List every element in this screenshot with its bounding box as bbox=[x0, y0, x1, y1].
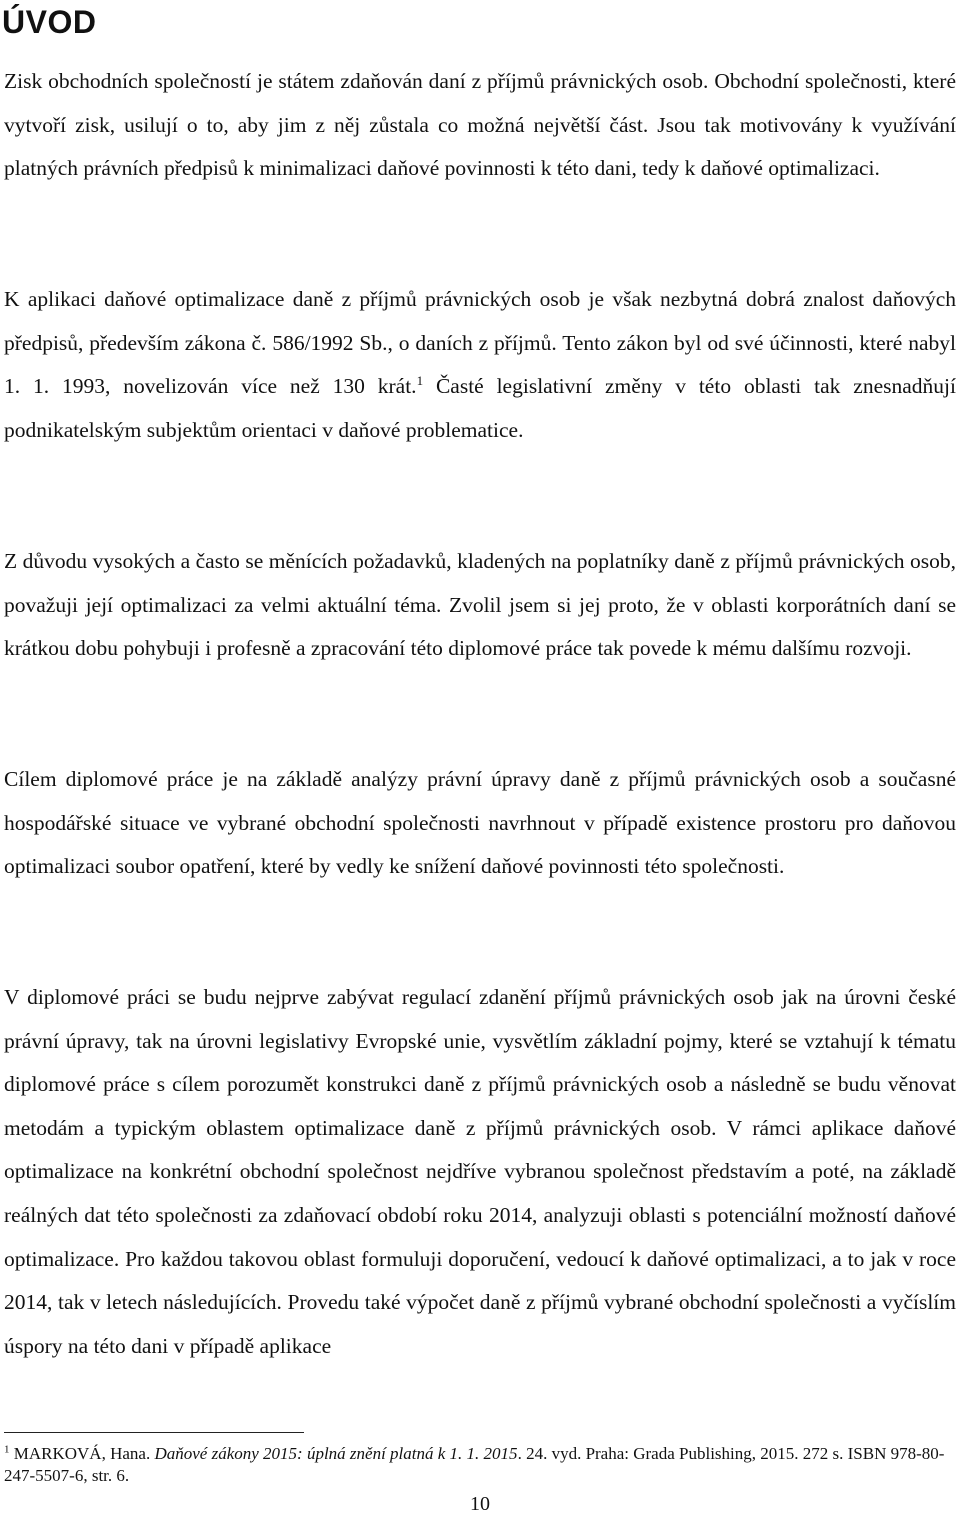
chapter-heading: ÚVOD bbox=[2, 4, 97, 40]
paragraph-motivation: Z důvodu vysokých a často se měnících požadavků, kladených na poplatníky daně z příjmů právnických osob, považuji její optimalizaci za velmi aktuální téma. Zvolil jsem si jej proto, že v oblasti korporátních daní se krátkou dobu pohybuji i profesně a zpracování této diplomové práce tak povede k mému dalšímu rozvoji. bbox=[4, 549, 956, 661]
footnote bbox=[4, 1443, 956, 1487]
paragraph-structure: V diplomové práci se budu nejprve zabývat regulací zdanění příjmů právnických osob jak na úrovni české právní úpravy, tak na úrovni legislativy Evropské unie, vysvětlím základní pojmy, které se vztahují k tématu diplomové práce s cílem porozumět konstrukci daně z příjmů právnických osob a následně se budu věnovat metodám a typickým oblastem optimalizace daně z příjmů právnických osob. V rámci aplikace daňové optimalizace na konkrétní obchodní společnost nejdříve vybranou společnost představím a poté, na základě reálných dat této společnosti za zdaňovací období roku 2014, analyzuji oblasti s potenciální možností daňové optimalizace. Pro každou takovou oblast formuluji doporučení, vedoucí k daňové optimalizaci, a to jak v roce 2014, tak v letech následujících. Provedu také výpočet daně z příjmů vybrané obchodní společnosti a vyčíslím úspory na této dani v případě aplikace bbox=[4, 985, 956, 1358]
page-number: 10 bbox=[470, 1493, 490, 1515]
paragraph-legislation-text-a: K aplikaci daňové optimalizace daně z příjmů právnických osob je však nezbytná dobrá znalost daňových předpisů, především zákona č. 586/1992 Sb., o daních z příjmů. Tento zákon byl od své účinnosti, které nabyl 1. 1. 1993, novelizován více než 130 krát. bbox=[4, 287, 956, 399]
paragraph-legislation-text-b: Časté legislativní změny v této oblasti tak znesnadňují podnikatelským subjektům orientaci v daňové problematice. bbox=[4, 374, 956, 442]
footnote-details: . 24. vyd. Praha: Grada Publishing, 2015. 272 s. ISBN 978-80-247-5507-6, str. 6. bbox=[4, 1444, 945, 1485]
footnote-number: 1 bbox=[4, 1443, 10, 1456]
footnote-author: MARKOVÁ, Hana. bbox=[9, 1444, 155, 1463]
paragraph-goal: Cílem diplomové práce je na základě analýzy právní úpravy daně z příjmů právnických osob a současné hospodářské situace ve vybrané obchodní společnosti navrhnout v případě existence prostoru pro daňovou optimalizaci soubor opatření, které by vedly ke snížení daňové povinnosti této společnosti. bbox=[4, 767, 956, 879]
footnote-separator bbox=[4, 1432, 304, 1433]
paragraph-legislation bbox=[4, 278, 956, 452]
paragraph-intro: Zisk obchodních společností je státem zdaňován daní z příjmů právnických osob. Obchodní společnosti, které vytvoří zisk, usilují o to, aby jim z něj zůstala co možná největší část. Jsou tak motivovány k využívání platných právních předpisů k minimalizaci daňové povinnosti k této dani, tedy k daňové optimalizaci. bbox=[4, 69, 956, 181]
footnote-title: Daňové zákony 2015: úplná znění platná k 1. 1. 2015 bbox=[154, 1444, 518, 1463]
footnote-reference: 1 bbox=[416, 373, 424, 389]
